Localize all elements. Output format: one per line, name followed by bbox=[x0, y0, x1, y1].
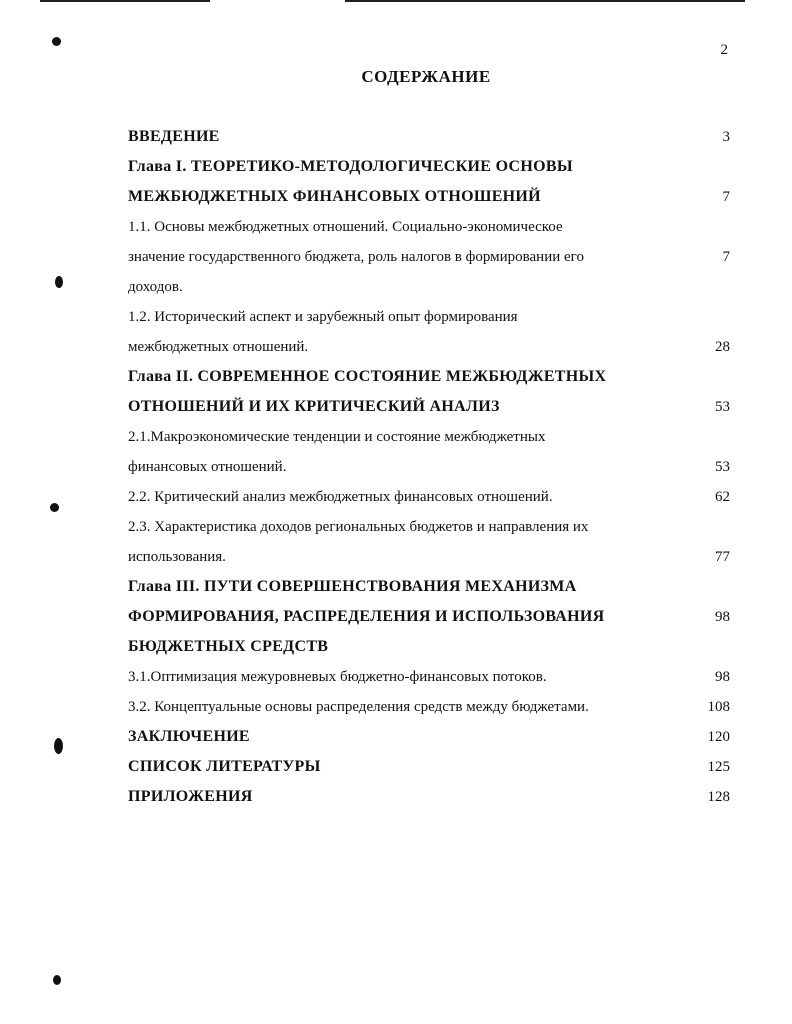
page-number: 2 bbox=[720, 42, 728, 58]
toc-page-number: 53 bbox=[715, 459, 730, 475]
table-of-contents bbox=[128, 122, 730, 812]
toc-entry-text bbox=[128, 152, 683, 212]
scan-edge-line bbox=[345, 0, 745, 2]
toc-page-number: 128 bbox=[707, 789, 730, 805]
toc-entry bbox=[128, 782, 730, 812]
toc-page-number: 108 bbox=[707, 699, 730, 715]
punch-hole-mark bbox=[53, 975, 61, 985]
toc-entry-text bbox=[128, 722, 683, 752]
punch-hole-mark bbox=[50, 503, 59, 512]
toc-page-number: 98 bbox=[715, 609, 730, 625]
page-title: СОДЕРЖАНИЕ bbox=[361, 67, 491, 86]
toc-entry bbox=[128, 422, 730, 482]
toc-entry-line: ПРИЛОЖЕНИЯ bbox=[128, 788, 253, 805]
punch-hole-mark bbox=[55, 276, 63, 288]
toc-entry bbox=[128, 122, 730, 152]
toc-entry-line: значение государственного бюджета, роль налогов в формировании его bbox=[128, 249, 584, 265]
punch-hole-mark bbox=[54, 738, 63, 754]
toc-page-number: 7 bbox=[722, 189, 730, 205]
punch-hole-mark bbox=[52, 37, 61, 46]
toc-page-number: 98 bbox=[715, 669, 730, 685]
toc-entry-text bbox=[128, 302, 683, 362]
toc-entry-line: 2.1.Макроэкономические тенденции и состояние межбюджетных bbox=[128, 429, 546, 445]
toc-entry bbox=[128, 482, 730, 512]
toc-entry-line: Глава II. СОВРЕМЕННОЕ СОСТОЯНИЕ МЕЖБЮДЖЕТНЫХ bbox=[128, 368, 607, 385]
toc-page-number: 125 bbox=[707, 759, 730, 775]
toc-entry-line: Глава III. ПУТИ СОВЕРШЕНСТВОВАНИЯ МЕХАНИЗМА bbox=[128, 578, 577, 595]
toc-entry-text bbox=[128, 422, 683, 482]
toc-entry-line: финансовых отношений. bbox=[128, 459, 287, 475]
toc-entry-text bbox=[128, 362, 683, 422]
toc-entry-line: межбюджетных отношений. bbox=[128, 339, 309, 355]
toc-entry bbox=[128, 692, 730, 722]
toc-entry-line: 1.1. Основы межбюджетных отношений. Социально-экономическое bbox=[128, 219, 563, 235]
toc-page-number: 7 bbox=[722, 249, 730, 265]
toc-page-number: 3 bbox=[722, 129, 730, 145]
toc-entry-line: 3.1.Оптимизация межуровневых бюджетно-финансовых потоков. bbox=[128, 669, 547, 685]
toc-entry-line: 2.2. Критический анализ межбюджетных финансовых отношений. bbox=[128, 489, 553, 505]
toc-entry-line: ЗАКЛЮЧЕНИЕ bbox=[128, 728, 250, 745]
toc-entry-text bbox=[128, 692, 683, 722]
toc-entry-line: 1.2. Исторический аспект и зарубежный опыт формирования bbox=[128, 309, 518, 325]
toc-entry-text bbox=[128, 212, 683, 302]
toc-entry-text bbox=[128, 782, 683, 812]
toc-page-number: 28 bbox=[715, 339, 730, 355]
toc-entry-line: МЕЖБЮДЖЕТНЫХ ФИНАНСОВЫХ ОТНОШЕНИЙ bbox=[128, 188, 541, 205]
toc-page-number: 120 bbox=[707, 729, 730, 745]
toc-entry-text bbox=[128, 512, 683, 572]
toc-page-number: 53 bbox=[715, 399, 730, 415]
toc-entry-line: ФОРМИРОВАНИЯ, РАСПРЕДЕЛЕНИЯ И ИСПОЛЬЗОВАНИЯ bbox=[128, 608, 605, 625]
toc-entry-text bbox=[128, 482, 683, 512]
scan-edge-line bbox=[40, 0, 210, 2]
toc-entry bbox=[128, 362, 730, 422]
toc-entry-text bbox=[128, 662, 683, 692]
toc-entry bbox=[128, 212, 730, 302]
toc-entry bbox=[128, 662, 730, 692]
toc-page-number: 62 bbox=[715, 489, 730, 505]
toc-entry-line: ОТНОШЕНИЙ И ИХ КРИТИЧЕСКИЙ АНАЛИЗ bbox=[128, 398, 500, 415]
toc-entry-text bbox=[128, 572, 683, 662]
toc-entry-text bbox=[128, 122, 683, 152]
toc-entry-line: использования. bbox=[128, 549, 226, 565]
toc-entry-line: доходов. bbox=[128, 279, 183, 295]
toc-entry-text bbox=[128, 752, 683, 782]
toc-entry-line: БЮДЖЕТНЫХ СРЕДСТВ bbox=[128, 638, 329, 655]
toc-entry bbox=[128, 152, 730, 212]
toc-entry bbox=[128, 572, 730, 662]
toc-entry bbox=[128, 722, 730, 752]
toc-entry-line: 2.3. Характеристика доходов региональных бюджетов и направления их bbox=[128, 519, 589, 535]
toc-entry bbox=[128, 302, 730, 362]
toc-entry bbox=[128, 752, 730, 782]
toc-entry-line: 3.2. Концептуальные основы распределения средств между бюджетами. bbox=[128, 699, 589, 715]
toc-entry bbox=[128, 512, 730, 572]
toc-page-number: 77 bbox=[715, 549, 730, 565]
toc-entry-line: ВВЕДЕНИЕ bbox=[128, 128, 220, 145]
toc-entry-line: СПИСОК ЛИТЕРАТУРЫ bbox=[128, 758, 321, 775]
toc-entry-line: Глава I. ТЕОРЕТИКО-МЕТОДОЛОГИЧЕСКИЕ ОСНОВЫ bbox=[128, 158, 573, 175]
